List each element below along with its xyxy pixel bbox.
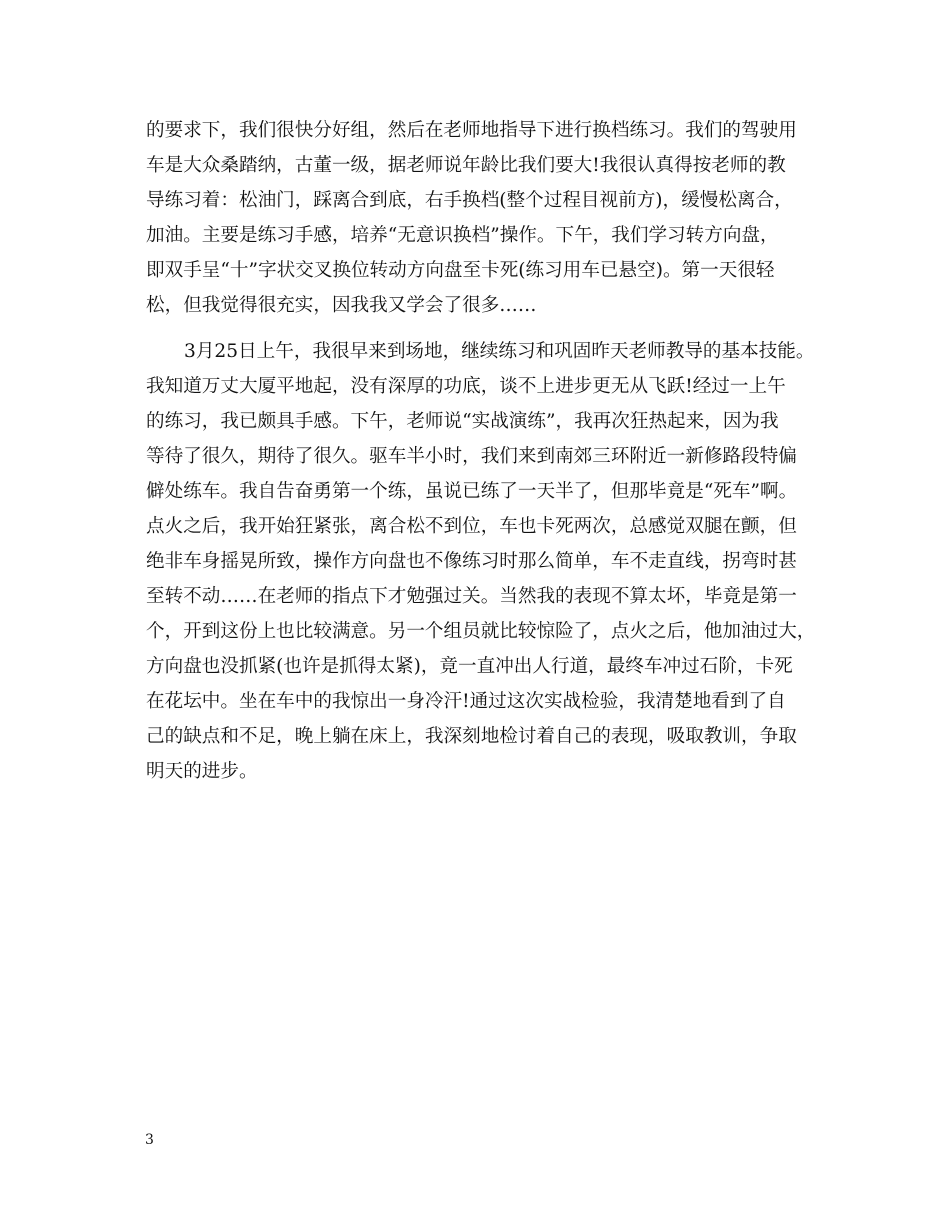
paragraph-2-line-3: 的练习，我已颇具手感。下午，老师说“实战演练”，我再次狂热起来，因为我	[146, 411, 779, 432]
paragraph-1-line-1: 的要求下，我们很快分好组，然后在老师地指导下进行换档练习。我们的驾驶用	[146, 120, 797, 141]
paragraph-1-line-2: 车是大众桑踏纳，古董一级，据老师说年龄比我们要大!我很认真得按老师的教	[146, 155, 786, 176]
paragraph-2-line-1: 3月25日上午，我很早来到场地，继续练习和巩固昨天老师教导的基本技能。	[184, 341, 815, 362]
paragraph-2-line-10: 方向盘也没抓紧(也许是抓得太紧)，竟一直冲出人行道，最终车冲过石阶，卡死	[146, 656, 793, 677]
paragraph-2-line-4: 等待了很久，期待了很久。驱车半小时，我们来到南郊三环附近一新修路段特偏	[146, 446, 797, 467]
paragraph-1-line-4: 加油。主要是练习手感，培养“无意识换档”操作。下午，我们学习转方向盘，	[146, 225, 779, 246]
paragraph-2-line-5: 僻处练车。我自告奋勇第一个练，虽说已练了一天半了，但那毕竟是“死车”啊。	[146, 481, 798, 502]
paragraph-2-line-6: 点火之后，我开始狂紧张，离合松不到位，车也卡死两次，总感觉双腿在颤，但	[146, 516, 797, 537]
paragraph-2-line-13: 明天的进步。	[146, 761, 258, 782]
paragraph-1-line-3: 导练习着：松油门，踩离合到底，右手换档(整个过程目视前方)，缓慢松离合，	[146, 190, 793, 211]
paragraph-2-line-9: 个，开到这份上也比较满意。另一个组员就比较惊险了，点火之后，他加油过大，	[146, 621, 816, 642]
paragraph-2-line-12: 己的缺点和不足，晚上躺在床上，我深刻地检讨着自己的表现，吸取教训，争取	[146, 726, 797, 747]
paragraph-1-line-5: 即双手呈“十”字状交叉换位转动方向盘至卡死(练习用车已悬空)。第一天很轻	[146, 260, 775, 281]
paragraph-2-line-7: 绝非车身摇晃所致，操作方向盘也不像练习时那么简单，车不走直线，拐弯时甚	[146, 551, 797, 572]
paragraph-2-line-2: 我知道万丈大厦平地起，没有深厚的功底，谈不上进步更无从飞跃!经过一上午	[146, 376, 786, 397]
page-number: 3	[145, 1132, 154, 1148]
paragraph-1-line-6: 松，但我觉得很充实，因我我又学会了很多……	[146, 295, 537, 316]
paragraph-2-line-8: 至转不动……在老师的指点下才勉强过关。当然我的表现不算太坏，毕竟是第一	[146, 586, 797, 607]
paragraph-2-line-11: 在花坛中。坐在车中的我惊出一身冷汗!通过这次实战检验，我清楚地看到了自	[146, 691, 786, 712]
